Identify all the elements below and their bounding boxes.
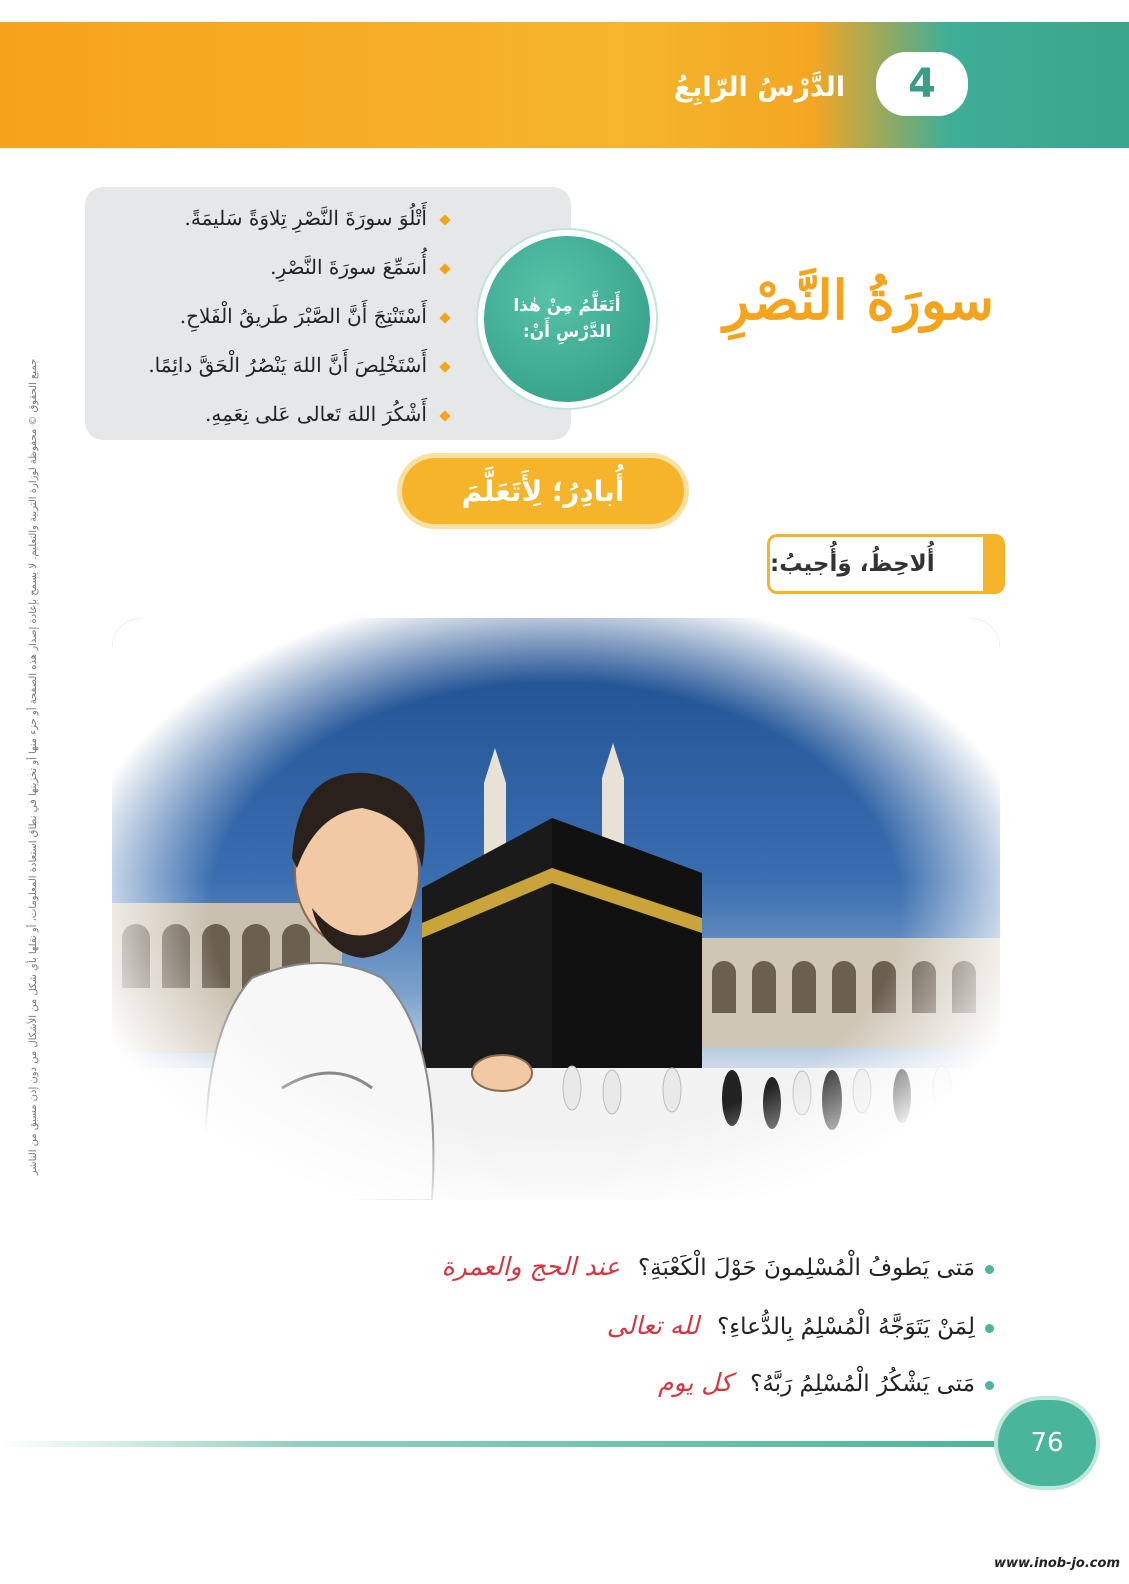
question-item: مَتى يَشْكُرُ الْمُسْلِمُ رَبَّهُ؟كل يوم — [658, 1360, 994, 1406]
bullet-icon — [439, 361, 450, 372]
copyright-notice: جميع الحقوق © محفوظة لوزارة التربية والتعليم. لا يسمح بإعادة إصدار هذه الصفحة أو جزء منها أو تخزينها في نطاق استعادة المعلومات، أو نقلها بأي شكل من الأشكال من دون إذن مسبق من الناشر — [28, 358, 39, 1176]
lesson-number-badge: 4 — [876, 52, 968, 116]
page-title: سورَةُ النَّصْرِ — [723, 268, 994, 332]
page-number: 76 — [998, 1400, 1096, 1486]
footer-divider — [0, 1441, 1010, 1447]
objectives-badge: أَتَعَلَّمُ مِنْ هٰذا الدَّرْسِ أَنْ: — [478, 230, 656, 408]
objective-item: أُسَمِّعَ سورَةَ النَّصْرِ. — [270, 245, 449, 289]
handwritten-answer: عند الحج والعمرة — [441, 1252, 620, 1281]
bullet-icon — [439, 410, 450, 421]
bullet-icon — [439, 263, 450, 274]
bullet-icon — [439, 312, 450, 323]
handwritten-answer: لله تعالى — [606, 1311, 700, 1340]
question-item: مَتى يَطوفُ الْمُسْلِمونَ حَوْلَ الْكَعْبَةِ؟عند الحج والعمرة — [442, 1244, 994, 1290]
hasten-to-learn-label: أُبادِرُ؛ لِأَتَعَلَّمَ — [402, 458, 684, 524]
kaaba-illustration — [112, 618, 1000, 1200]
handwritten-answer: كل يوم — [658, 1368, 733, 1397]
question-item: لِمَنْ يَتَوَجَّهُ الْمُسْلِمُ بِالدُّعاءِ؟لله تعالى — [607, 1303, 994, 1349]
lesson-label: الدَّرْسُ الرّابِعُ — [673, 72, 845, 103]
objective-item: أَسْتَنْتِجَ أَنَّ الصَّبْرَ طَريقُ الْفَلاحِ. — [180, 294, 449, 338]
objective-item: أَتْلُوَ سورَةَ النَّصْرِ تِلاوَةً سَليمَةً. — [185, 196, 450, 240]
bullet-icon — [439, 214, 450, 225]
objective-item: أَسْتَخْلِصَ أَنَّ اللهَ يَنْصُرُ الْحَقَّ دائِمًا. — [148, 343, 449, 387]
site-watermark: www.inob-jo.com — [994, 1556, 1120, 1571]
bullet-icon — [985, 1324, 994, 1333]
bullet-icon — [985, 1265, 994, 1274]
bullet-icon — [985, 1381, 994, 1390]
objective-item: أَشْكُرَ اللهَ تَعالى عَلى نِعَمِهِ. — [205, 392, 449, 436]
observe-answer-label: أُلاحِظُ، وَأُجيبُ: — [767, 534, 1005, 594]
